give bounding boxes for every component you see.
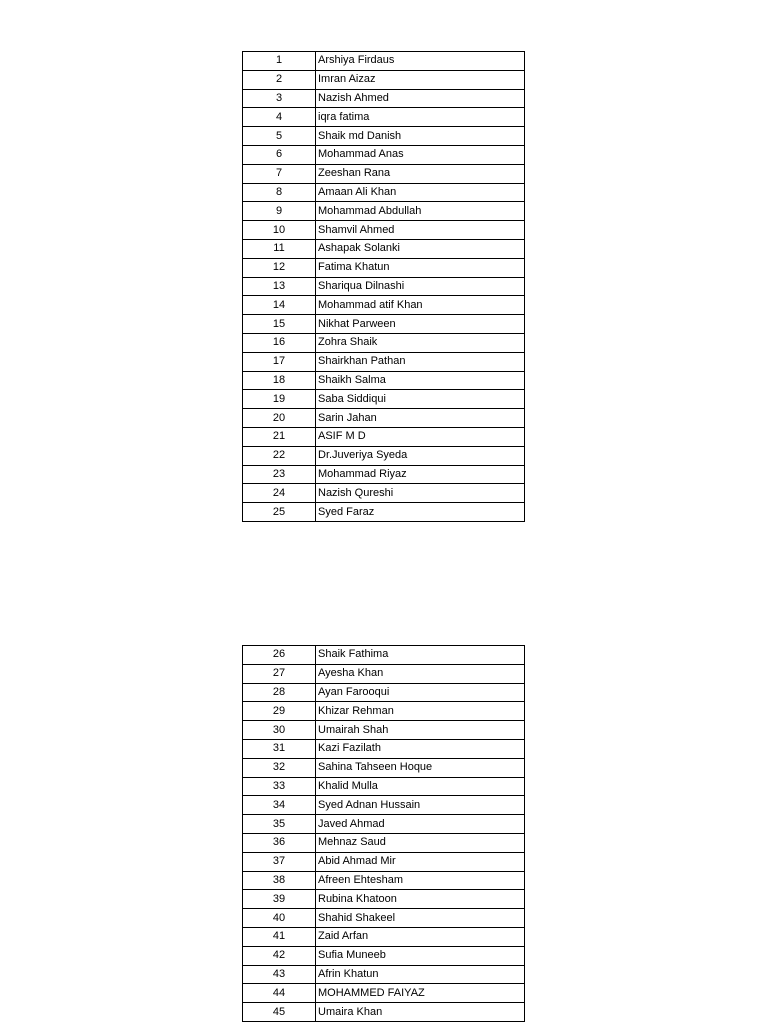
- name-cell: Ashapak Solanki: [316, 239, 525, 258]
- row-number-cell: 18: [243, 371, 316, 390]
- row-number-cell: 3: [243, 89, 316, 108]
- name-cell: Abid Ahmad Mir: [316, 852, 525, 871]
- row-number-cell: 12: [243, 258, 316, 277]
- table-row: [243, 239, 525, 258]
- row-number-cell: 43: [243, 965, 316, 984]
- table-row: [243, 202, 525, 221]
- name-cell: Sufia Muneeb: [316, 946, 525, 965]
- table-row: [243, 89, 525, 108]
- table-row: [243, 183, 525, 202]
- table-row: [243, 315, 525, 334]
- table-row: [243, 1003, 525, 1022]
- row-number-cell: 38: [243, 871, 316, 890]
- table-row: [243, 646, 525, 665]
- table-row: [243, 390, 525, 409]
- name-cell: ASIF M D: [316, 427, 525, 446]
- row-number-cell: 45: [243, 1003, 316, 1022]
- row-number-cell: 32: [243, 758, 316, 777]
- names-table-1: [242, 51, 525, 522]
- table-row: [243, 70, 525, 89]
- name-cell: Shaik Fathima: [316, 646, 525, 665]
- table-row: [243, 758, 525, 777]
- row-number-cell: 20: [243, 409, 316, 428]
- name-cell: Ayan Farooqui: [316, 683, 525, 702]
- row-number-cell: 7: [243, 164, 316, 183]
- name-cell: Fatima Khatun: [316, 258, 525, 277]
- row-number-cell: 31: [243, 739, 316, 758]
- name-cell: Amaan Ali Khan: [316, 183, 525, 202]
- name-cell: Arshiya Firdaus: [316, 52, 525, 71]
- name-cell: Shahid Shakeel: [316, 909, 525, 928]
- table-row: [243, 721, 525, 740]
- name-cell: Mohammad Riyaz: [316, 465, 525, 484]
- row-number-cell: 14: [243, 296, 316, 315]
- name-cell: Shamvil Ahmed: [316, 221, 525, 240]
- table-row: [243, 409, 525, 428]
- name-cell: Syed Faraz: [316, 503, 525, 522]
- names-table-1-body: [243, 52, 525, 522]
- table-row: [243, 258, 525, 277]
- table-row: [243, 739, 525, 758]
- name-cell: Shaikh Salma: [316, 371, 525, 390]
- row-number-cell: 10: [243, 221, 316, 240]
- table-row: [243, 108, 525, 127]
- table-row: [243, 683, 525, 702]
- name-cell: Afrin Khatun: [316, 965, 525, 984]
- row-number-cell: 22: [243, 446, 316, 465]
- names-table-2: [242, 645, 525, 1022]
- name-cell: MOHAMMED FAIYAZ: [316, 984, 525, 1003]
- table-row: [243, 371, 525, 390]
- name-cell: Imran Aizaz: [316, 70, 525, 89]
- row-number-cell: 6: [243, 145, 316, 164]
- table-row: [243, 465, 525, 484]
- table-row: [243, 890, 525, 909]
- table-row: [243, 946, 525, 965]
- table-row: [243, 52, 525, 71]
- name-cell: Nazish Ahmed: [316, 89, 525, 108]
- name-cell: Khizar Rehman: [316, 702, 525, 721]
- table-row: [243, 127, 525, 146]
- name-cell: Nikhat Parween: [316, 315, 525, 334]
- table-row: [243, 664, 525, 683]
- row-number-cell: 39: [243, 890, 316, 909]
- row-number-cell: 26: [243, 646, 316, 665]
- table-row: [243, 446, 525, 465]
- name-cell: iqra fatima: [316, 108, 525, 127]
- name-cell: Umaira Khan: [316, 1003, 525, 1022]
- table-row: [243, 145, 525, 164]
- row-number-cell: 16: [243, 333, 316, 352]
- table-row: [243, 871, 525, 890]
- row-number-cell: 30: [243, 721, 316, 740]
- row-number-cell: 27: [243, 664, 316, 683]
- name-cell: Shariqua Dilnashi: [316, 277, 525, 296]
- name-cell: Zohra Shaik: [316, 333, 525, 352]
- table-row: [243, 777, 525, 796]
- row-number-cell: 42: [243, 946, 316, 965]
- name-cell: Sahina Tahseen Hoque: [316, 758, 525, 777]
- row-number-cell: 17: [243, 352, 316, 371]
- name-cell: Mehnaz Saud: [316, 833, 525, 852]
- row-number-cell: 23: [243, 465, 316, 484]
- table-row: [243, 927, 525, 946]
- name-cell: Syed Adnan Hussain: [316, 796, 525, 815]
- name-cell: Rubina Khatoon: [316, 890, 525, 909]
- row-number-cell: 37: [243, 852, 316, 871]
- row-number-cell: 1: [243, 52, 316, 71]
- name-cell: Afreen Ehtesham: [316, 871, 525, 890]
- table-row: [243, 909, 525, 928]
- table-row: [243, 984, 525, 1003]
- row-number-cell: 34: [243, 796, 316, 815]
- name-cell: Mohammad Abdullah: [316, 202, 525, 221]
- row-number-cell: 35: [243, 815, 316, 834]
- row-number-cell: 11: [243, 239, 316, 258]
- name-cell: Saba Siddiqui: [316, 390, 525, 409]
- name-cell: Ayesha Khan: [316, 664, 525, 683]
- table-row: [243, 221, 525, 240]
- row-number-cell: 44: [243, 984, 316, 1003]
- table-row: [243, 296, 525, 315]
- row-number-cell: 15: [243, 315, 316, 334]
- row-number-cell: 33: [243, 777, 316, 796]
- name-cell: Shaik md Danish: [316, 127, 525, 146]
- table-row: [243, 333, 525, 352]
- name-cell: Mohammad Anas: [316, 145, 525, 164]
- row-number-cell: 4: [243, 108, 316, 127]
- table-row: [243, 702, 525, 721]
- name-cell: Zaid Arfan: [316, 927, 525, 946]
- names-table-2-body: [243, 646, 525, 1022]
- name-cell: Umairah Shah: [316, 721, 525, 740]
- name-cell: Nazish Qureshi: [316, 484, 525, 503]
- name-cell: Shairkhan Pathan: [316, 352, 525, 371]
- row-number-cell: 24: [243, 484, 316, 503]
- table-row: [243, 164, 525, 183]
- table-row: [243, 427, 525, 446]
- name-cell: Javed Ahmad: [316, 815, 525, 834]
- row-number-cell: 9: [243, 202, 316, 221]
- table-row: [243, 965, 525, 984]
- table-row: [243, 277, 525, 296]
- table-row: [243, 484, 525, 503]
- row-number-cell: 25: [243, 503, 316, 522]
- row-number-cell: 40: [243, 909, 316, 928]
- name-cell: Mohammad atif Khan: [316, 296, 525, 315]
- table-row: [243, 503, 525, 522]
- row-number-cell: 13: [243, 277, 316, 296]
- table-row: [243, 352, 525, 371]
- row-number-cell: 29: [243, 702, 316, 721]
- name-cell: Dr.Juveriya Syeda: [316, 446, 525, 465]
- name-cell: Kazi Fazilath: [316, 739, 525, 758]
- row-number-cell: 5: [243, 127, 316, 146]
- row-number-cell: 21: [243, 427, 316, 446]
- row-number-cell: 41: [243, 927, 316, 946]
- table-row: [243, 852, 525, 871]
- name-cell: Khalid Mulla: [316, 777, 525, 796]
- row-number-cell: 8: [243, 183, 316, 202]
- name-cell: Sarin Jahan: [316, 409, 525, 428]
- table-row: [243, 815, 525, 834]
- table-row: [243, 833, 525, 852]
- name-cell: Zeeshan Rana: [316, 164, 525, 183]
- table-row: [243, 796, 525, 815]
- row-number-cell: 36: [243, 833, 316, 852]
- row-number-cell: 19: [243, 390, 316, 409]
- row-number-cell: 28: [243, 683, 316, 702]
- row-number-cell: 2: [243, 70, 316, 89]
